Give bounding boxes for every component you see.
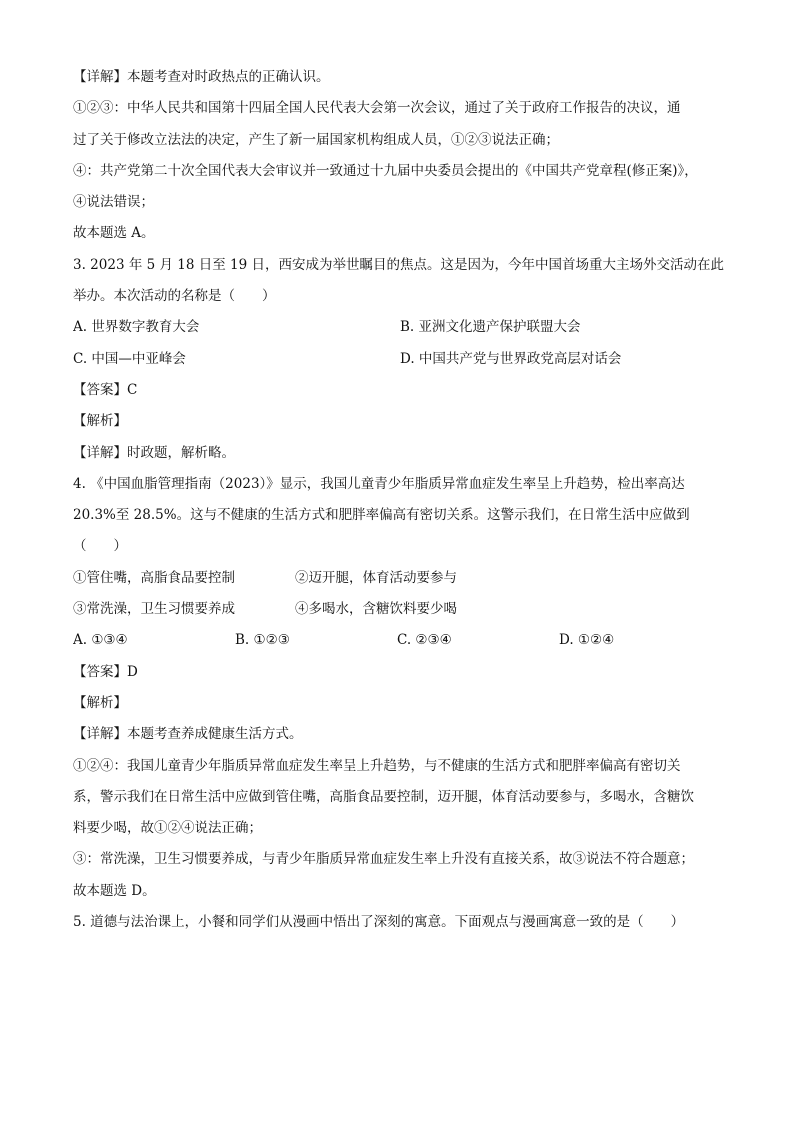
q3-option-a: A. 世界数字教育大会 (73, 319, 200, 336)
q3-stem: 3. 2023 年 5 月 18 日至 19 日，西安成为举世瞩目的焦点。这是因为，今年中国首场重大主场外交活动在此 (73, 256, 725, 273)
q4-statement-3: ③常洗澡，卫生习惯要养成 (73, 601, 235, 618)
q4-statement-4: ④多喝水，含糖饮料要少喝 (295, 601, 457, 618)
q2-detail-line: ①②③：中华人民共和国第十四届全国人民代表大会第一次会议，通过了关于政府工作报告的决议，通 (73, 100, 681, 117)
q4-conclusion: 故本题选 D。 (73, 882, 156, 899)
q4-detail-line: ③：常洗澡，卫生习惯要养成，与青少年脂质异常血症发生率上升没有直接关系，故③说法不符合题意； (73, 851, 694, 868)
q2-detail-line: 过了关于修改立法法的决定，产生了新一届国家机构组成人员，①②③说法正确； (73, 131, 559, 148)
q4-detail-line: ①②④：我国儿童青少年脂质异常血症发生率呈上升趋势，与不健康的生活方式和肥胖率偏高有密切关 (73, 757, 681, 774)
q3-options-row (73, 344, 733, 375)
q3-option-b: B. 亚洲文化遗产保护联盟大会 (400, 319, 581, 336)
q4-statement-2: ②迈开腿，体育活动要参与 (295, 569, 457, 586)
q4-stem: 20.3%至 28.5%。这与不健康的生活方式和肥胖率偏高有密切关系。这警示我们，在日常生活中应做到 (73, 507, 690, 524)
q4-stem: （ ） (73, 538, 127, 555)
q2-detail-line: ④说法错误； (73, 194, 154, 211)
q4-stem: 4. 《中国血脂管理指南（2023）》显示，我国儿童青少年脂质异常血症发生率呈上升趋势，检出率高达 (73, 475, 685, 492)
q4-detail-line: 系，警示我们在日常生活中应做到管住嘴，高脂食品要控制，迈开腿，体育活动要参与，多喝水，含糖饮 (73, 788, 694, 805)
q4-option-a: A. ①③④ (73, 632, 128, 649)
document-page (73, 62, 733, 938)
q3-answer: 【答案】C (73, 381, 138, 398)
q4-statements-row (73, 594, 733, 625)
q4-statement-1: ①管住嘴，高脂食品要控制 (73, 569, 235, 586)
q4-option-d: D. ①②④ (559, 632, 615, 649)
q3-options-row (73, 312, 733, 343)
q4-answer: 【答案】D (73, 663, 138, 680)
q4-option-c: C. ②③④ (397, 632, 452, 649)
q2-conclusion: 故本题选 A。 (73, 225, 155, 242)
q3-option-c: C. 中国—中亚峰会 (73, 350, 186, 367)
q3-analysis-label: 【解析】 (73, 413, 127, 430)
q5-stem: 5. 道德与法治课上，小餐和同学们从漫画中悟出了深刻的寓意。下面观点与漫画寓意一致的是（ ） (73, 914, 685, 931)
q2-detail-heading: 【详解】本题考查对时政热点的正确认识。 (73, 69, 330, 85)
q3-detail: 【详解】时政题，解析略。 (73, 444, 235, 461)
q3-stem: 举办。本次活动的名称是（ ） (73, 288, 276, 305)
q4-detail-heading: 【详解】本题考查养成健康生活方式。 (73, 726, 303, 743)
q2-detail-line: ④：共产党第二十次全国代表大会审议并一致通过十九届中央委员会提出的《中国共产党章程(修正案)》， (73, 162, 698, 179)
q4-option-b: B. ①②③ (235, 632, 290, 649)
q4-options-row (73, 625, 733, 656)
q4-statements-row (73, 563, 733, 594)
q3-option-d: D. 中国共产党与世界政党高层对话会 (400, 350, 622, 367)
q4-detail-line: 料要少喝，故①②④说法正确； (73, 820, 262, 837)
q4-analysis-label: 【解析】 (73, 694, 127, 711)
